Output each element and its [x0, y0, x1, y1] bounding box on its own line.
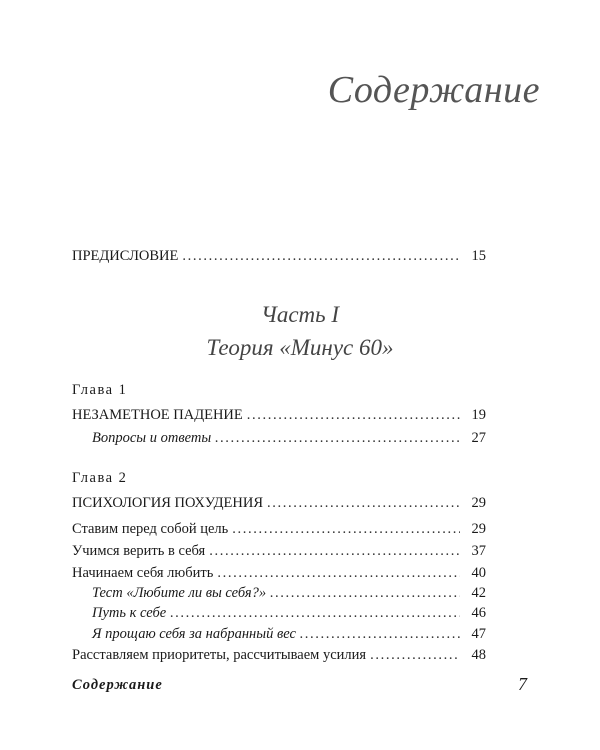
toc-entry-label: Учимся верить в себя [72, 543, 206, 559]
toc-entry-label: Вопросы и ответы [92, 430, 212, 446]
toc-entry[interactable] [92, 584, 486, 602]
toc-entry[interactable] [92, 604, 486, 622]
toc-entry-page: 29 [471, 495, 486, 511]
leader-dots [370, 646, 460, 664]
leader-dots [300, 625, 460, 643]
toc-entry-page: 46 [471, 605, 486, 621]
toc-entry-label: Начинаем себя любить [72, 565, 214, 581]
toc-entry-label: ПРЕДИСЛОВИЕ [72, 248, 179, 264]
toc-entry-page: 42 [471, 585, 486, 601]
toc-entry[interactable] [72, 542, 486, 560]
toc-entry-page: 27 [471, 430, 486, 446]
toc-entry-page: 37 [471, 543, 486, 559]
leader-dots [247, 406, 460, 424]
page-number: 7 [518, 674, 527, 694]
page-title: Содержание [327, 69, 540, 111]
toc-entry-label: ПСИХОЛОГИЯ ПОХУДЕНИЯ [72, 495, 263, 511]
part-title: Теория «Минус 60» [206, 335, 394, 360]
toc-entry-label: Ставим перед собой цель [72, 521, 229, 537]
toc-entry-page: 40 [471, 565, 486, 581]
toc-entry-page: 29 [471, 521, 486, 537]
toc-entry[interactable] [92, 625, 486, 643]
leader-dots [217, 564, 460, 582]
toc-entry-chapter1-title[interactable] [72, 406, 486, 424]
chapter-label: Глава 1 [72, 382, 128, 398]
toc-entry-label: НЕЗАМЕТНОЕ ПАДЕНИЕ [72, 407, 243, 423]
leader-dots [270, 584, 460, 602]
toc-entry-preface[interactable] [72, 247, 486, 265]
toc-entry-page: 48 [471, 647, 486, 663]
leader-dots [215, 429, 460, 447]
toc-entry-label: Расставляем приоритеты, рассчитываем усилия [72, 647, 367, 663]
part-number: Часть I [260, 302, 340, 327]
leader-dots [209, 542, 460, 560]
toc-entry-page: 15 [471, 248, 486, 264]
leader-dots [182, 247, 460, 265]
toc-entry-page: 19 [471, 407, 486, 423]
toc-entry[interactable] [72, 520, 486, 538]
toc-entry-page: 47 [471, 626, 486, 642]
toc-entry-label: Тест «Любите ли вы себя?» [92, 585, 267, 601]
toc-entry-label: Путь к себе [92, 605, 167, 621]
leader-dots [232, 520, 460, 538]
chapter-label: Глава 2 [72, 470, 128, 486]
leader-dots [170, 604, 460, 622]
toc-entry-chapter2-title[interactable] [72, 494, 486, 512]
running-title: Содержание [72, 677, 163, 693]
toc-entry[interactable] [92, 429, 486, 447]
toc-entry[interactable] [72, 646, 486, 664]
leader-dots [267, 494, 460, 512]
toc-entry-label: Я прощаю себя за набранный вес [92, 626, 296, 642]
toc-entry[interactable] [72, 564, 486, 582]
